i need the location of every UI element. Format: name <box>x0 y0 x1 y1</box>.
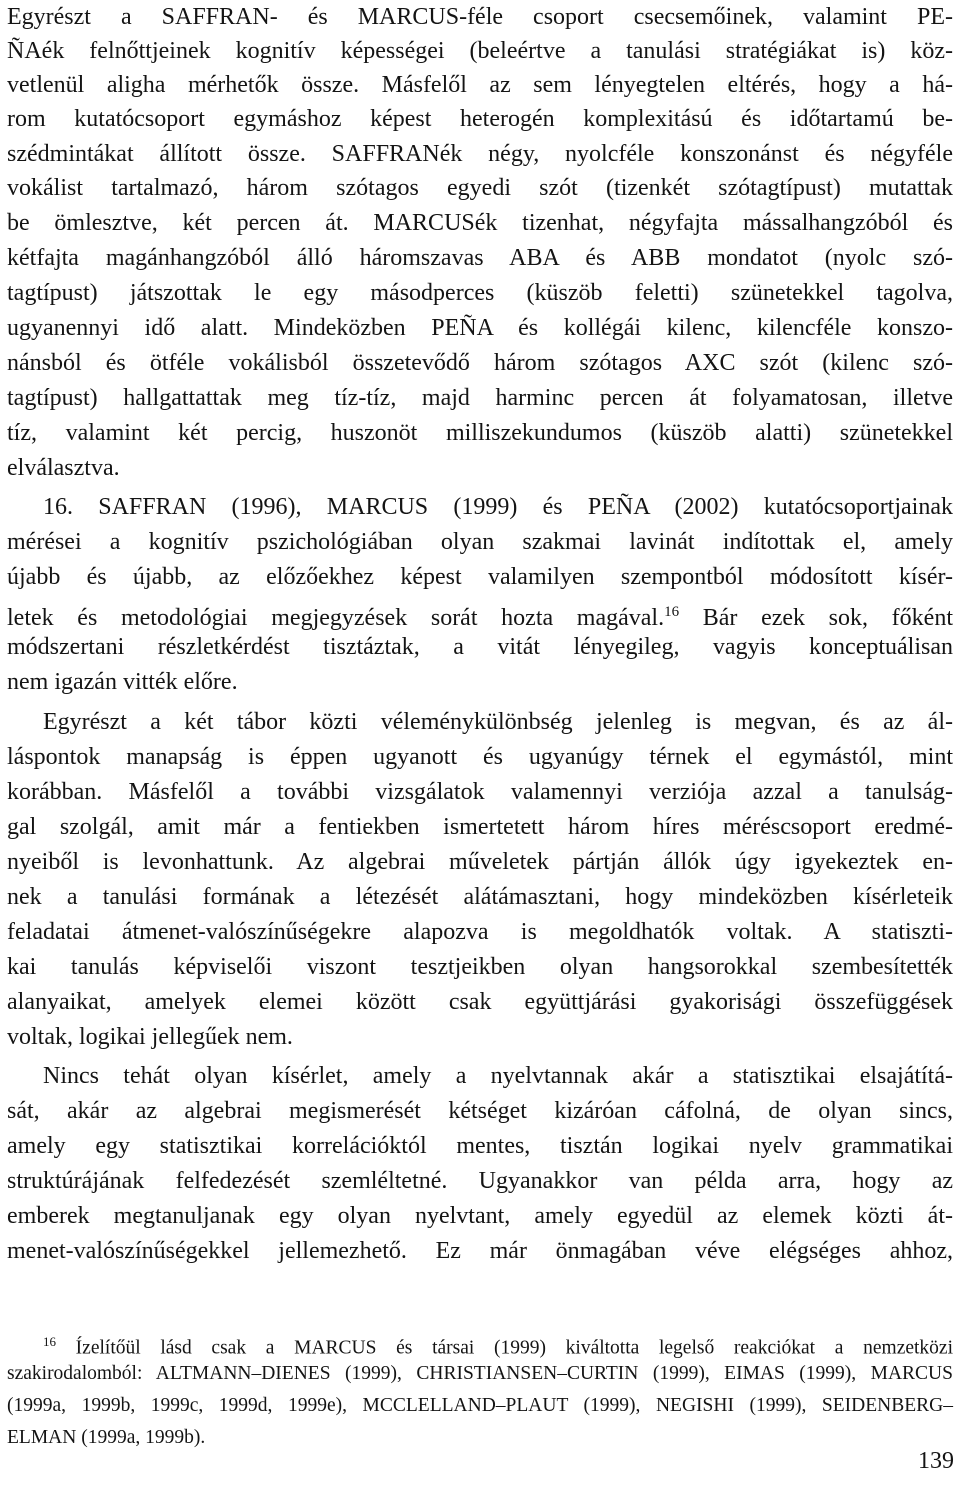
text-line: újabb és újabb, az előzőekhez képest valamilyen szempontból módosított kísér- <box>7 564 953 590</box>
text-line: Nincs tehát olyan kísérlet, amely a nyelvtannak akár a statisztikai elsajátítá- <box>43 1063 953 1089</box>
text-line: amely egy statisztikai korrelációktól mentes, tisztán logikai nyelv grammatikai <box>7 1133 953 1159</box>
text-line: kétfajta magánhangzóból álló háromszavas ABA és ABB mondatot (nyolc szó- <box>7 245 953 271</box>
text-line: voltak, logikai jellegűek nem. <box>7 1024 293 1050</box>
footnote-line <box>7 1327 953 1357</box>
text-line: sát, akár az algebrai megismerését kétséget kizáróan cáfolná, de olyan sincs, <box>7 1098 953 1124</box>
footnote-number: 16 <box>43 1334 56 1349</box>
text-segment: letek és metodológiai megjegyzések sorát hozta magával. <box>7 605 665 631</box>
text-line: láspontok manapság is éppen ugyanott és ugyanúgy térnek el egymástól, mint <box>7 744 953 770</box>
text-segment: Bár ezek sok, főként <box>679 605 953 631</box>
footnote-line: ELMAN (1999a, 1999b). <box>7 1427 206 1448</box>
text-line: feladatai átmenet-valószínűségekre alapozva is megoldhatók voltak. A statiszti- <box>7 919 953 945</box>
text-line: ugyanennyi idő alatt. Mindeközben PEÑA és kollégái kilenc, kilencféle konszo- <box>7 315 953 341</box>
text-line: menet-valószínűségekkel jellemezhető. Ez már önmagában véve elégséges ahhoz, <box>7 1238 953 1264</box>
text-line: szédmintákat állított össze. SAFFRANék négy, nyolcféle konszonánst és négyféle <box>7 141 953 167</box>
text-line: vetlenül aligha mérhetők össze. Másfelől az sem lényegtelen eltérés, hogy a há- <box>7 72 953 98</box>
text-line: kai tanulás képviselői viszont tesztjeikben olyan hangsorokkal szembesítették <box>7 954 953 980</box>
text-line: nyeiből is levonhattunk. Az algebrai műveletek pártján állók úgy igyekeztek en- <box>7 849 953 875</box>
text-line: tagtípust) hallgattattak meg tíz-tíz, majd harminc percen át folyamatosan, illetve <box>7 385 953 411</box>
text-line <box>7 595 953 629</box>
text-line: nek a tanulási formának a létezését alátámasztani, hogy mindeközben kísérleteik <box>7 884 953 910</box>
text-line: rom kutatócsoport egymáshoz képest heterogén komplexitású és időtartamú be- <box>7 106 953 132</box>
text-line: mérései a kognitív pszichológiában olyan szakmai lavinát indítottak el, amely <box>7 529 953 555</box>
text-line: nánsból és ötféle vokálisból összetevődő három szótagos AXC szót (kilenc szó- <box>7 350 953 376</box>
text-line: struktúrájának felfedezését szemléltetné. Ugyanakkor van példa arra, hogy az <box>7 1168 953 1194</box>
text-line: be ömlesztve, két percen át. MARCUSék tizenhat, négyfajta mássalhangzóból és <box>7 210 953 236</box>
footnote-line: szakirodalomból: ALTMANN–DIENES (1999), CHRISTIANSEN–CURTIN (1999), EIMAS (1999), MARCUS <box>7 1363 953 1384</box>
text-line: korábban. Másfelől a további vizsgálatok valamennyi verziója azzal a tanulság- <box>7 779 953 805</box>
text-line: Egyrészt a két tábor közti véleménykülönbség jelenleg is megvan, és az ál- <box>43 709 953 735</box>
text-line: 16. SAFFRAN (1996), MARCUS (1999) és PEÑA (2002) kutatócsoportjainak <box>43 494 953 520</box>
footnote-line: (1999a, 1999b, 1999c, 1999d, 1999e), MCCLELLAND–PLAUT (1999), NEGISHI (1999), SEIDENBERG– <box>7 1395 953 1416</box>
text-line: módszertani részletkérdést tisztáztak, a vitát lényegileg, vagyis konceptuálisan <box>7 634 953 660</box>
text-line: vokálist tartalmazó, három szótagos egyedi szót (tizenkét szótagtípust) mutattak <box>7 175 953 201</box>
text-line: Egyrészt a SAFFRAN- és MARCUS-féle csoport csecsemőinek, valamint PE- <box>7 4 953 30</box>
text-line: tíz, valamint két percig, huszonöt milliszekundumos (küszöb alatti) szünetekkel <box>7 420 953 446</box>
text-line: ÑAék felnőttjeinek kognitív képességei (beleértve a tanulási stratégiákat is) köz- <box>7 38 953 64</box>
page-number: 139 <box>918 1448 954 1474</box>
footnote-reference[interactable]: 16 <box>664 604 680 620</box>
text-segment: Ízelítőül lásd csak a MARCUS és társai (1999) kiváltotta legelső reakciókat a nemzetközi <box>56 1337 953 1359</box>
text-line: nem igazán vitték előre. <box>7 669 238 695</box>
text-line: alanyaikat, amelyek elemei között csak együttjárási gyakorisági összefüggések <box>7 989 953 1015</box>
text-line: tagtípust) játszottak le egy másodperces (küszöb feletti) szünetekkel tagolva, <box>7 280 953 306</box>
text-line: gal szolgál, amit már a fentiekben ismertetett három híres méréscsoport eredmé- <box>7 814 953 840</box>
text-line: emberek megtanuljanak egy olyan nyelvtant, amely egyedül az elemek közti át- <box>7 1203 953 1229</box>
text-line: elválasztva. <box>7 455 120 481</box>
